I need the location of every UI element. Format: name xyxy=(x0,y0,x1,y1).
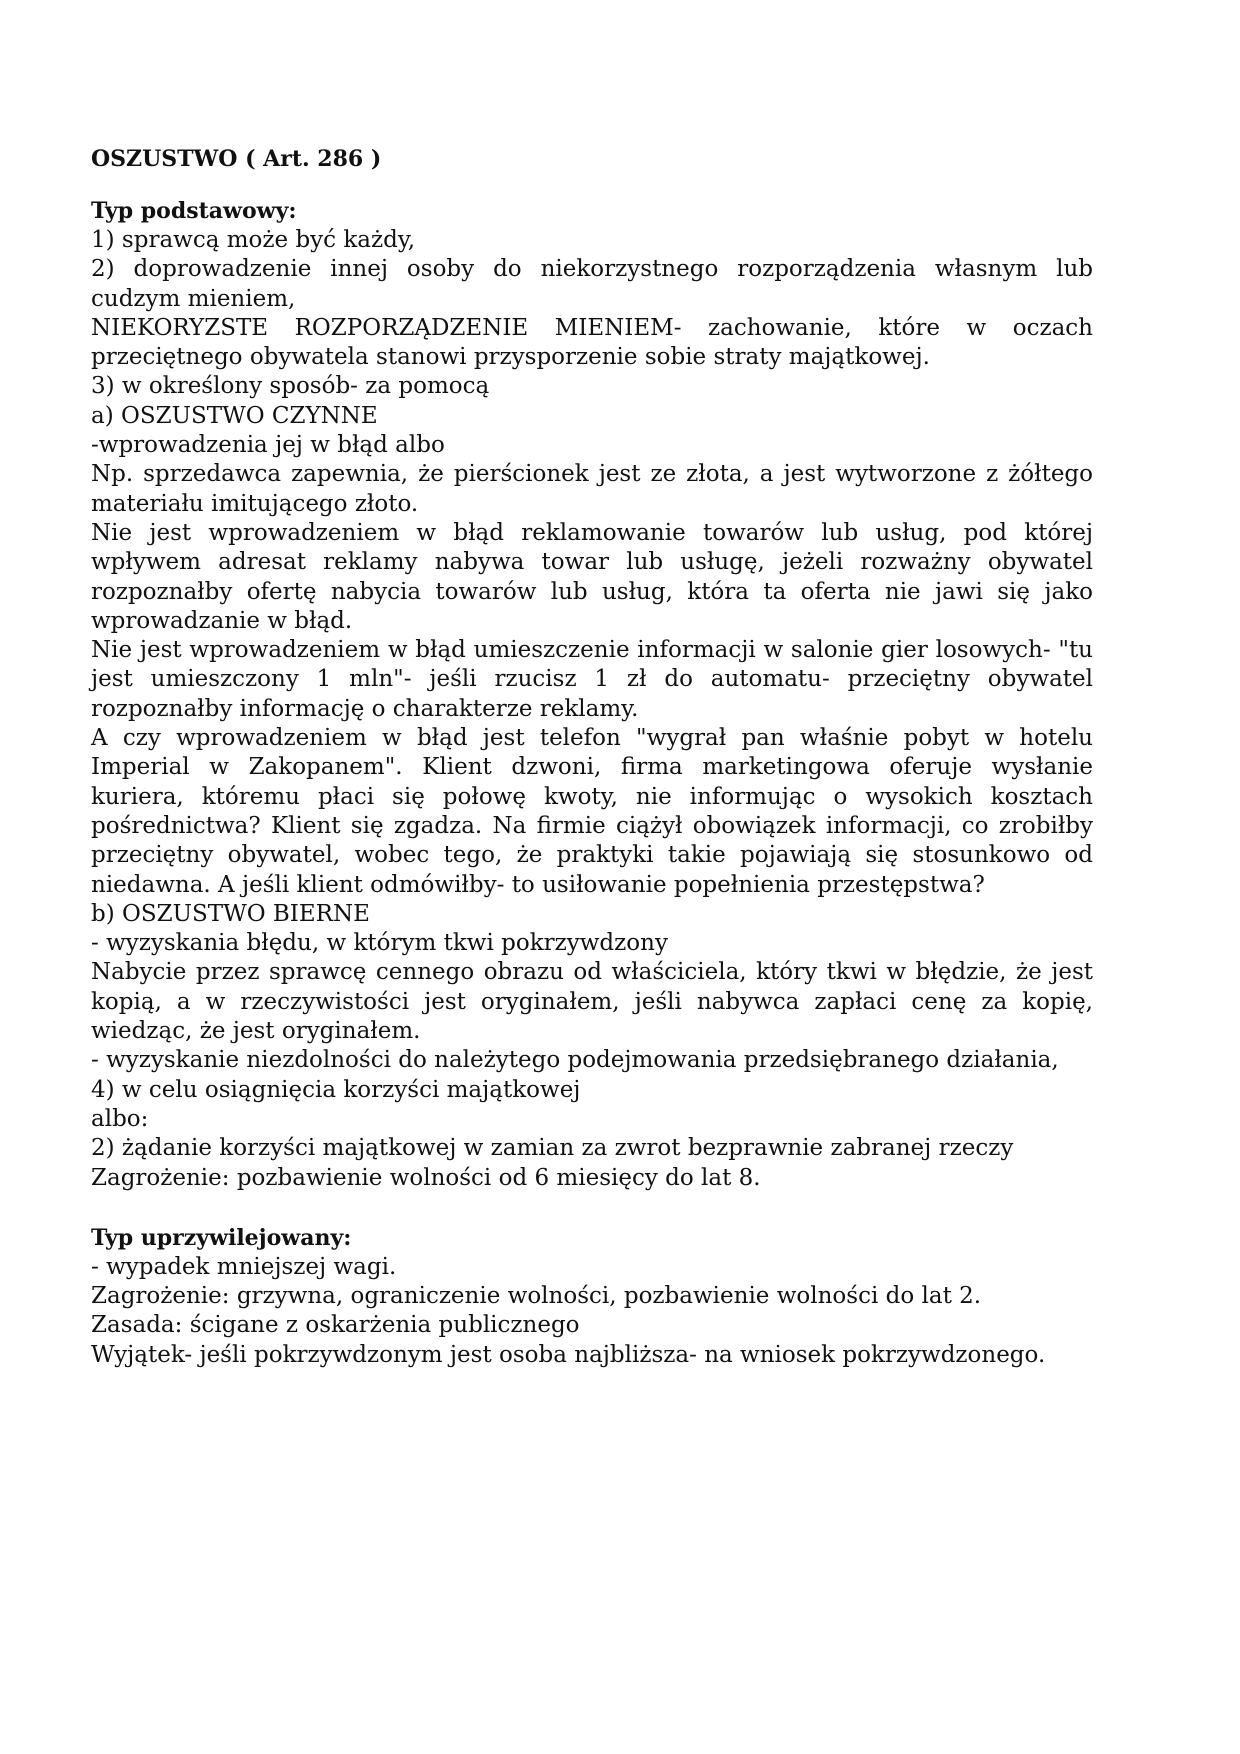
document-page xyxy=(91,145,1093,1370)
paragraph: - wypadek mniejszej wagi. xyxy=(91,1253,397,1280)
paragraph: Nie jest wprowadzeniem w błąd umieszczenie informacji w salonie gier losowych- "tu jest umieszczony 1 mln"- jeśli rzucisz 1 zł do automatu- przeciętny obywatel rozpoznałby informację o charakterze reklamy. xyxy=(91,637,1093,722)
paragraph: 4) w celu osiągnięcia korzyści majątkowej xyxy=(91,1076,581,1103)
paragraph: 3) w określony sposób- za pomocą xyxy=(91,373,490,400)
section-heading-basic: Typ podstawowy: xyxy=(91,198,297,224)
paragraph: 2) doprowadzenie innej osoby do niekorzystnego rozporządzenia własnym lub cudzym mieniem, xyxy=(91,256,1093,312)
paragraph: Wyjątek- jeśli pokrzywdzonym jest osoba najbliższa- na wniosek pokrzywdzonego. xyxy=(91,1341,1046,1368)
paragraph: 2) żądanie korzyści majątkowej w zamian za zwrot bezprawnie zabranej rzeczy xyxy=(91,1135,1014,1162)
paragraph: albo: xyxy=(91,1105,149,1132)
section-body-basic xyxy=(91,226,1093,1193)
paragraph: - wyzyskania błędu, w którym tkwi pokrzywdzony xyxy=(91,930,668,957)
paragraph: Zagrożenie: pozbawienie wolności od 6 miesięcy do lat 8. xyxy=(91,1164,761,1191)
paragraph: -wprowadzenia jej w błąd albo xyxy=(91,432,445,459)
paragraph: NIEKORYZSTE ROZPORZĄDZENIE MIENIEM- zachowanie, które w oczach przeciętnego obywatela stanowi przysporzenie sobie straty majątkowej. xyxy=(91,314,1093,371)
paragraph: 1) sprawcą może być każdy, xyxy=(91,227,416,253)
paragraph: Nie jest wprowadzeniem w błąd reklamowanie towarów lub usług, pod której wpływem adresat reklamy nabywa towar lub usługę, jeżeli rozważny obywatel rozpoznałby ofertę nabycia towarów lub usług, która ta oferta nie jawi się jako wprowadzanie w błąd. xyxy=(91,519,1093,634)
paragraph: Zasada: ścigane z oskarżenia publicznego xyxy=(91,1312,580,1339)
section-spacer xyxy=(91,1193,1093,1224)
document-title: OSZUSTWO ( Art. 286 ) xyxy=(91,146,382,172)
paragraph: Zagrożenie: grzywna, ograniczenie wolności, pozbawienie wolności do lat 2. xyxy=(91,1283,982,1310)
paragraph: a) OSZUSTWO CZYNNE xyxy=(91,402,378,429)
paragraph: Nabycie przez sprawcę cennego obrazu od właściciela, który tkwi w błędzie, że jest kopią, a w rzeczywistości jest oryginałem, jeśli nabywca zapłaci cenę za kopię, wiedząc, że jest oryginałem. xyxy=(91,959,1093,1045)
section-body-privileged xyxy=(91,1253,1093,1370)
paragraph: Np. sprzedawca zapewnia, że pierścionek jest ze złota, a jest wytworzone z żółtego materiału imitującego złoto. xyxy=(91,461,1093,517)
paragraph: A czy wprowadzeniem w błąd jest telefon "wygrał pan właśnie pobyt w hotelu Imperial w Zakopanem". Klient dzwoni, firma marketingowa oferuje wysłanie kuriera, któremu płaci się połowę kwoty, nie informując o wysokich kosztach pośrednictwa? Klient się zgadza. Na firmie ciążył obowiązek informacji, co zrobiłby przeciętny obywatel, wobec tego, że praktyki takie pojawiają się stosunkowo od niedawna. A jeśli klient odmówiłby- to usiłowanie popełnienia przestępstwa? xyxy=(91,725,1093,898)
paragraph: - wyzyskanie niezdolności do należytego podejmowania przedsiębranego działania, xyxy=(91,1047,1059,1074)
paragraph: b) OSZUSTWO BIERNE xyxy=(91,900,370,927)
section-heading-privileged: Typ uprzywilejowany: xyxy=(91,1224,352,1251)
